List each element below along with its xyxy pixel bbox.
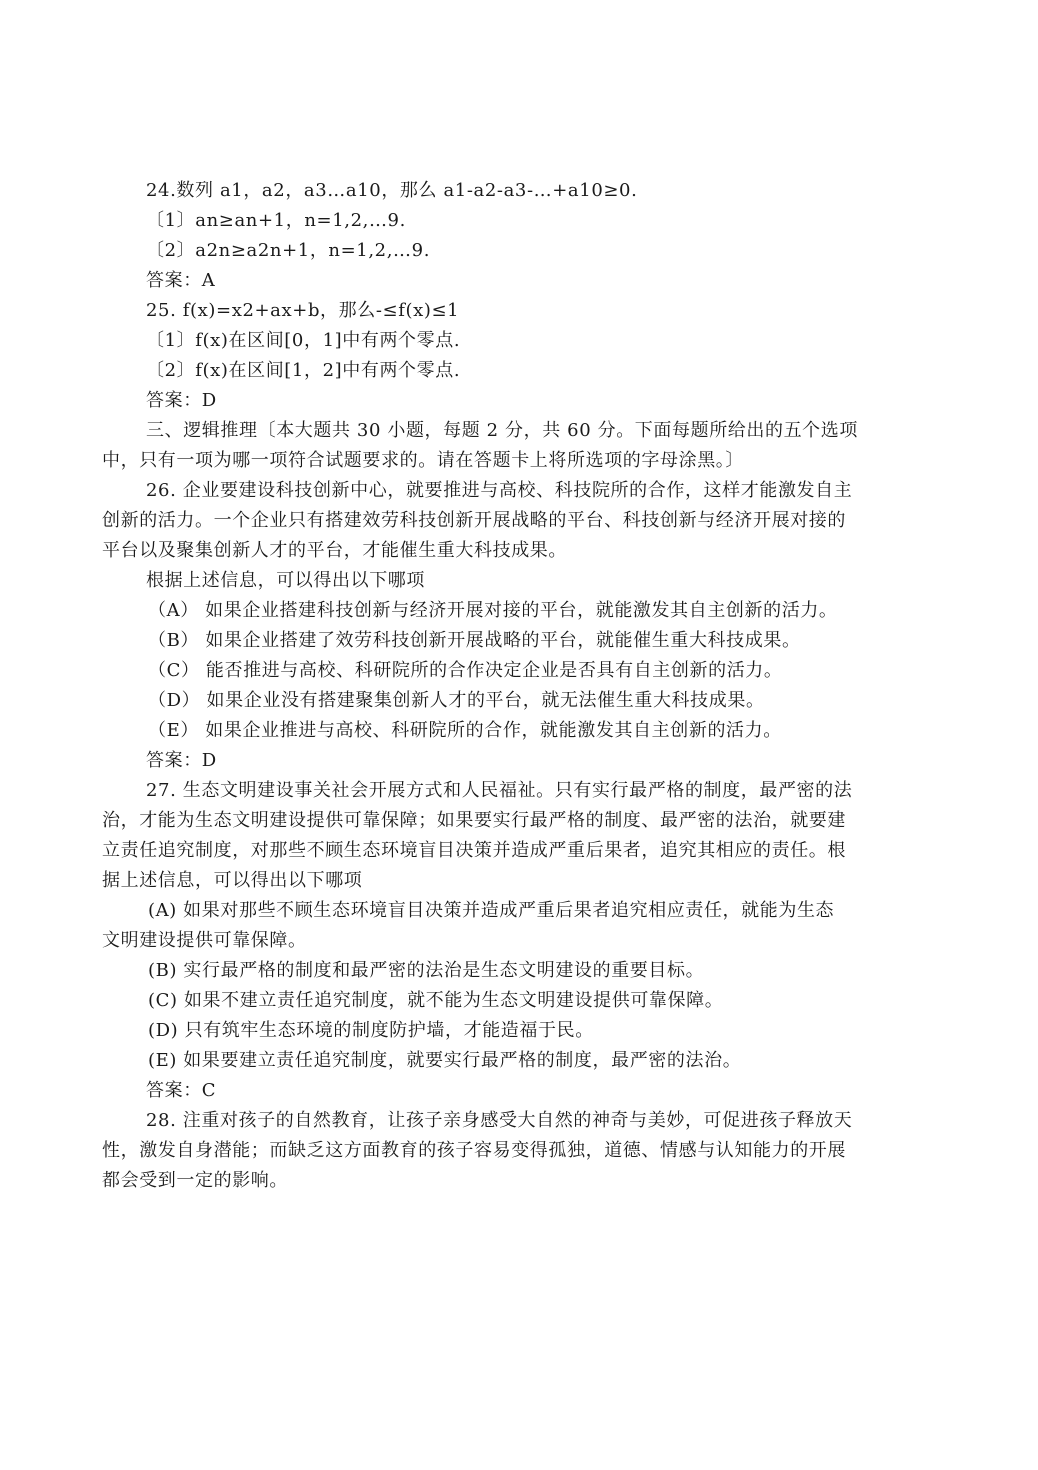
q27-answer: 答案：C <box>146 1080 217 1101</box>
q26-option-c: （C） 能否推进与高校、科研院所的合作决定企业是否具有自主创新的活力。 <box>148 660 783 681</box>
q26-option-a: （A） 如果企业搭建科技创新与经济开展对接的平台，就能激发其自主创新的活力。 <box>148 600 838 621</box>
q24-stem: 24.数列 a1，a2，a3…a10，那么 a1-a2-a3-…+a10≥0. <box>146 180 638 201</box>
q26-answer: 答案：D <box>146 750 217 771</box>
q28-line-2: 性，激发自身潜能；而缺乏这方面教育的孩子容易变得孤独，道德、情感与认知能力的开展 <box>102 1140 846 1161</box>
q26-line-3: 平台以及聚集创新人才的平台，才能催生重大科技成果。 <box>102 540 567 561</box>
q28-line-3: 都会受到一定的影响。 <box>102 1170 288 1191</box>
q24-answer: 答案：A <box>146 270 216 291</box>
q24-condition-2: 〔2〕a2n≥a2n+1，n=1,2,…9. <box>146 240 431 261</box>
question-24 <box>102 176 944 296</box>
question-28 <box>102 1106 944 1196</box>
question-27 <box>102 776 944 1106</box>
q26-line-2: 创新的活力。一个企业只有搭建效劳科技创新开展战略的平台、科技创新与经济开展对接的 <box>102 510 846 531</box>
q28-line-1: 28. 注重对孩子的自然教育，让孩子亲身感受大自然的神奇与美妙，可促进孩子释放天 <box>146 1110 853 1131</box>
q26-option-d: （D） 如果企业没有搭建聚集创新人才的平台，就无法催生重大科技成果。 <box>148 690 765 711</box>
q24-condition-1: 〔1〕an≥an+1，n=1,2,…9. <box>146 210 406 231</box>
section-3-line-1: 三、逻辑推理〔本大题共 30 小题，每题 2 分，共 60 分。下面每题所给出的五个选项 <box>146 420 858 441</box>
q27-option-a-line-2: 文明建设提供可靠保障。 <box>102 930 307 951</box>
q26-prompt: 根据上述信息，可以得出以下哪项 <box>146 570 425 591</box>
q25-answer: 答案：D <box>146 390 217 411</box>
q27-line-3: 立责任追究制度，对那些不顾生态环境盲目决策并造成严重后果者，追究其相应的责任。根 <box>102 840 846 861</box>
q25-condition-1: 〔1〕f(x)在区间[0，1]中有两个零点. <box>146 330 461 351</box>
document-page <box>102 176 944 1196</box>
q27-option-e: (E) 如果要建立责任追究制度，就要实行最严格的制度，最严密的法治。 <box>148 1050 742 1071</box>
q25-condition-2: 〔2〕f(x)在区间[1，2]中有两个零点. <box>146 360 461 381</box>
q27-line-2: 治，才能为生态文明建设提供可靠保障；如果要实行最严格的制度、最严密的法治，就要建 <box>102 810 846 831</box>
q26-option-e: （E） 如果企业推进与高校、科研院所的合作，就能激发其自主创新的活力。 <box>148 720 782 741</box>
q27-option-d: (D) 只有筑牢生态环境的制度防护墙，才能造福于民。 <box>148 1020 594 1041</box>
q27-line-4: 据上述信息，可以得出以下哪项 <box>102 870 363 891</box>
q25-stem: 25. f(x)=x2+ax+b，那么-≤f(x)≤1 <box>146 300 460 321</box>
section-3-line-2: 中，只有一项为哪一项符合试题要求的。请在答题卡上将所选项的字母涂黑。〕 <box>102 450 744 471</box>
q27-option-a-line-1: (A) 如果对那些不顾生态环境盲目决策并造成严重后果者追究相应责任，就能为生态 <box>148 900 835 921</box>
q27-option-b: (B) 实行最严格的制度和最严密的法治是生态文明建设的重要目标。 <box>148 960 705 981</box>
q27-line-1: 27. 生态文明建设事关社会开展方式和人民福祉。只有实行最严格的制度，最严密的法 <box>146 780 853 801</box>
q26-option-b: （B） 如果企业搭建了效劳科技创新开展战略的平台，就能催生重大科技成果。 <box>148 630 801 651</box>
q27-option-c: (C) 如果不建立责任追究制度，就不能为生态文明建设提供可靠保障。 <box>148 990 724 1011</box>
question-25 <box>102 296 944 416</box>
section-3-heading <box>102 416 944 476</box>
q26-line-1: 26. 企业要建设科技创新中心，就要推进与高校、科技院所的合作，这样才能激发自主 <box>146 480 853 501</box>
question-26 <box>102 476 944 776</box>
